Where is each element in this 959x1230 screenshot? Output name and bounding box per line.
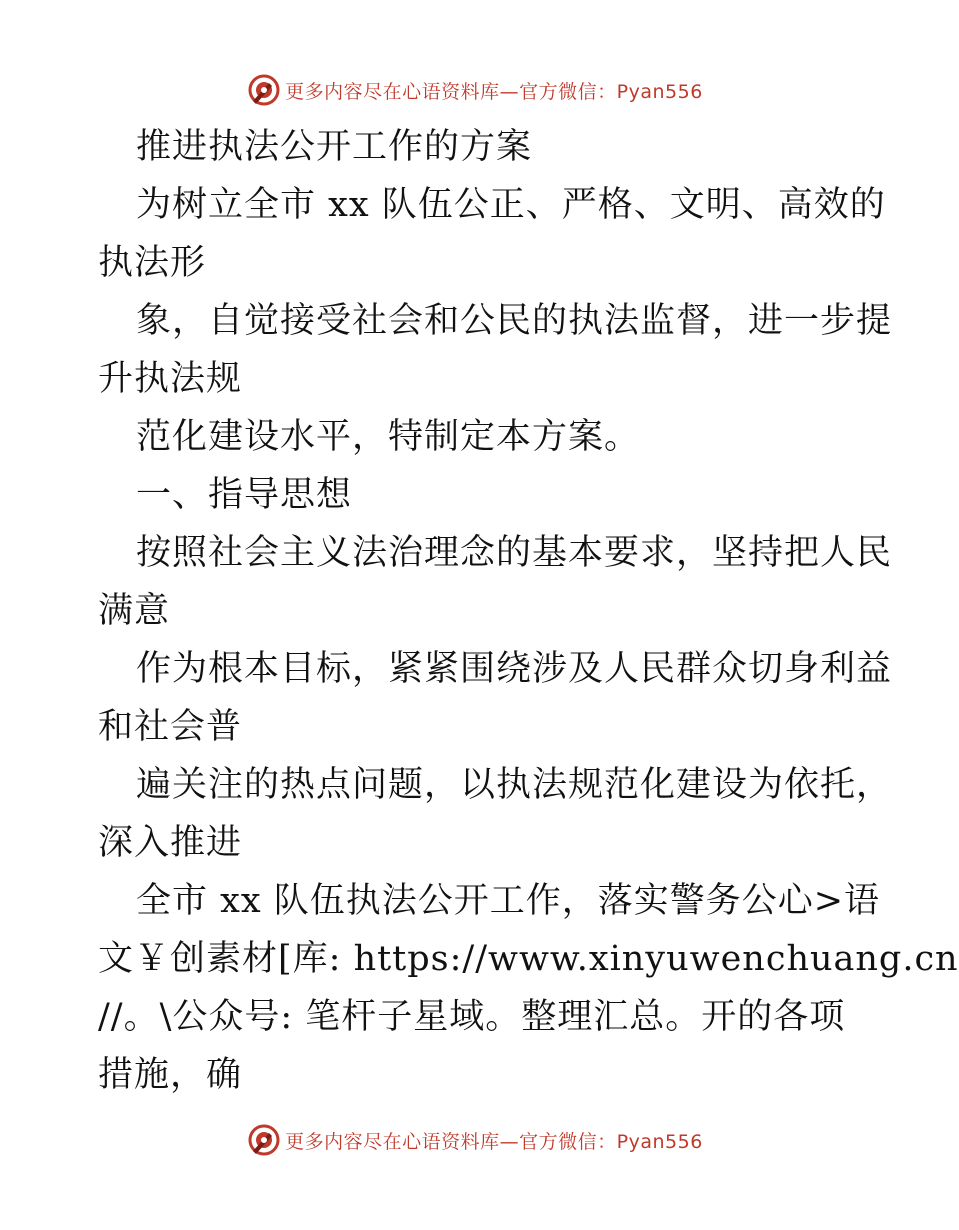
document-body <box>98 118 959 1104</box>
paragraph-line: 文￥创素材[库: https://www.xinyuwenchuang.cn <box>98 939 959 979</box>
pen-logo-icon <box>247 73 281 107</box>
doc-title: 推进执法公开工作的方案 <box>136 127 533 167</box>
paragraph-line: 执法形 <box>98 243 207 283</box>
paragraph-line: 按照社会主义法治理念的基本要求，坚持把人民 <box>136 533 893 573</box>
paragraph-line: 为树立全市 xx 队伍公正、严格、文明、高效的 <box>136 185 886 225</box>
header-banner <box>0 70 950 110</box>
paragraph-line: 深入推进 <box>98 823 243 863</box>
paragraph-line: 措施，确 <box>98 1055 243 1095</box>
paragraph-line: 全市 xx 队伍执法公开工作，落实警务公心>语 <box>136 881 881 921</box>
paragraph-line: 遍关注的热点问题，以执法规范化建设为依托， <box>136 765 893 805</box>
footer-banner <box>0 1120 950 1160</box>
footer-banner-text: 更多内容尽在心语资料库—官方微信：Pyan556 <box>285 1130 703 1153</box>
section-heading: 一、指导思想 <box>136 475 353 515</box>
paragraph-line: 作为根本目标，紧紧围绕涉及人民群众切身利益 <box>136 649 893 689</box>
paragraph-line: 升执法规 <box>98 359 243 399</box>
paragraph-line: 范化建设水平，特制定本方案。 <box>136 417 641 457</box>
header-banner-text: 更多内容尽在心语资料库—官方微信：Pyan556 <box>285 80 703 103</box>
paragraph-line: 和社会普 <box>98 707 243 747</box>
paragraph-line: 象，自觉接受社会和公民的执法监督，进一步提 <box>136 301 893 341</box>
paragraph-line: 满意 <box>98 591 171 631</box>
paragraph-line: //。\公众号: 笔杆子星域。整理汇总。开的各项 <box>98 997 846 1037</box>
pen-logo-icon <box>247 1123 281 1157</box>
